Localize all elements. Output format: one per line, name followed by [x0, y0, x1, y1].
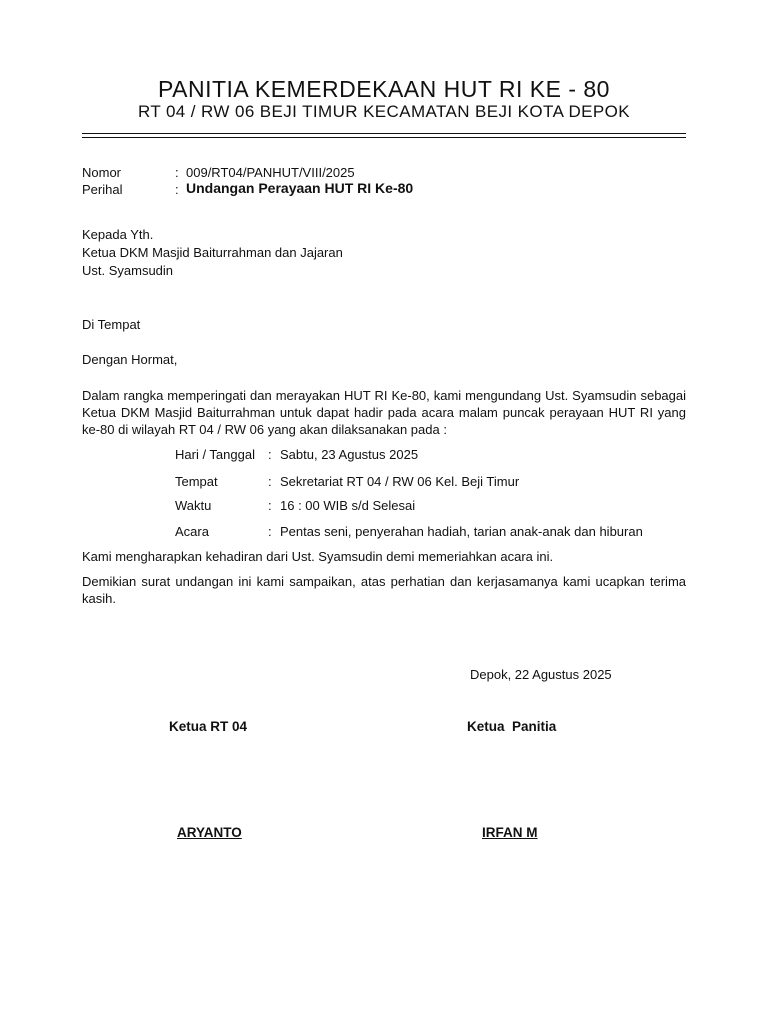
- recipient-line-3: Ust. Syamsudin: [82, 263, 174, 278]
- nomor-value: 009/RT04/PANHUT/VIII/2025: [186, 165, 355, 180]
- detail-colon-time: :: [268, 498, 272, 513]
- detail-label-place: Tempat: [175, 474, 218, 489]
- hope-paragraph: Kami mengharapkan kehadiran dari Ust. Syamsudin demi memeriahkan acara ini.: [82, 549, 554, 564]
- detail-colon-place: :: [268, 474, 272, 489]
- header-rule-bottom: [82, 137, 686, 138]
- perihal-colon: :: [175, 182, 179, 197]
- recipient-place: Di Tempat: [82, 317, 141, 332]
- nomor-colon: :: [175, 165, 179, 180]
- recipient-line-1: Kepada Yth.: [82, 227, 154, 242]
- recipient-line-2: Ketua DKM Masjid Baiturrahman dan Jajaran: [82, 245, 343, 260]
- greeting: Dengan Hormat,: [82, 352, 178, 367]
- nomor-label: Nomor: [82, 165, 122, 180]
- letter-subtitle: RT 04 / RW 06 BEJI TIMUR KECAMATAN BEJI KOTA DEPOK: [137, 102, 631, 121]
- header-rule-top: [82, 133, 686, 134]
- left-signatory-title: Ketua RT 04: [169, 719, 248, 734]
- signature-date: Depok, 22 Agustus 2025: [470, 667, 612, 682]
- left-signatory-name: ARYANTO: [177, 825, 242, 840]
- detail-value-time: 16 : 00 WIB s/d Selesai: [280, 498, 416, 513]
- detail-value-place: Sekretariat RT 04 / RW 06 Kel. Beji Timur: [280, 474, 520, 489]
- perihal-label: Perihal: [82, 182, 123, 197]
- detail-colon-date: :: [268, 447, 272, 462]
- perihal-value: Undangan Perayaan HUT RI Ke-80: [186, 180, 414, 196]
- detail-label-time: Waktu: [175, 498, 212, 513]
- detail-value-date: Sabtu, 23 Agustus 2025: [280, 447, 419, 462]
- detail-colon-event: :: [268, 524, 272, 539]
- right-signatory-title: Ketua Panitia: [467, 719, 557, 734]
- detail-label-date: Hari / Tanggal: [175, 447, 255, 462]
- right-signatory-name: IRFAN M: [482, 825, 538, 840]
- letter-title: PANITIA KEMERDEKAAN HUT RI KE - 80: [158, 76, 610, 102]
- detail-label-event: Acara: [175, 524, 209, 539]
- intro-paragraph: Dalam rangka memperingati dan merayakan HUT RI Ke-80, kami mengundang Ust. Syamsudin sebagai Ketua DKM Masjid Baiturrahman untuk dapat hadir pada acara malam puncak perayaan HUT RI yang ke-80 di wilayah RT 04 / RW 06 yang akan dilaksanakan pada :: [82, 388, 686, 437]
- detail-value-event: Pentas seni, penyerahan hadiah, tarian anak-anak dan hiburan: [280, 524, 643, 539]
- closing-paragraph: Demikian surat undangan ini kami sampaikan, atas perhatian dan kerjasamanya kami ucapkan terima kasih.: [82, 574, 686, 606]
